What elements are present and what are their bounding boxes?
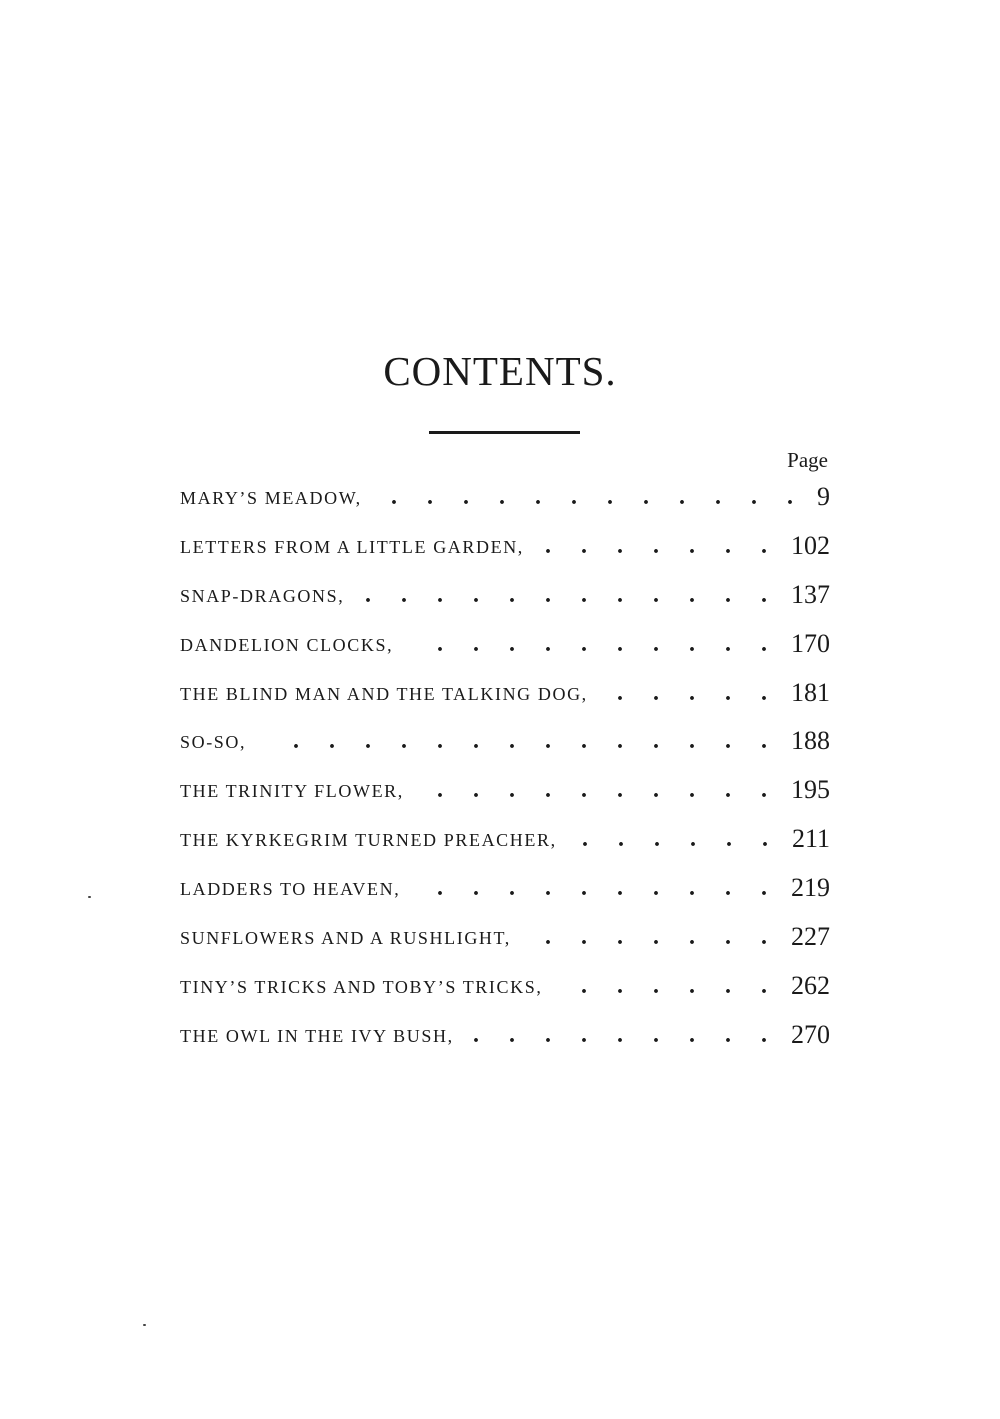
toc-entry: [180, 967, 830, 1016]
toc-entry-page: 227: [791, 922, 830, 952]
leader-dot: .: [617, 777, 623, 804]
toc-entry-title: SO-SO,: [180, 732, 247, 753]
leader-dot: .: [473, 777, 479, 804]
leader-dot: .: [761, 972, 767, 999]
leader-dot: .: [761, 728, 767, 755]
toc-entry-page: 9: [817, 482, 830, 511]
leader-dot: .: [689, 924, 695, 951]
contents-list: [180, 478, 830, 1065]
toc-entry-page: 137: [791, 579, 830, 609]
leader-dot: .: [689, 728, 695, 755]
leader-dot: .: [689, 875, 695, 902]
leader-dot: .: [653, 972, 659, 999]
leader-dot: .: [761, 924, 767, 951]
leader-dot: .: [581, 875, 587, 902]
leader-dot: .: [509, 581, 515, 608]
toc-entry-title: THE OWL IN THE IVY BUSH,: [180, 1025, 454, 1046]
leader-dot: .: [437, 875, 443, 902]
leader-dot: .: [653, 581, 659, 608]
toc-entry-page: 270: [791, 1019, 830, 1049]
toc-entry-title: THE BLIND MAN AND THE TALKING DOG,: [180, 683, 588, 704]
leader-dot: .: [437, 728, 443, 755]
leader-dot: .: [653, 777, 659, 804]
leader-dot: .: [545, 532, 551, 559]
toc-entry-title: THE TRINITY FLOWER,: [180, 781, 404, 802]
leader-dot: .: [653, 924, 659, 951]
leader-dot: .: [545, 728, 551, 755]
leader-dot: .: [545, 630, 551, 657]
toc-entry-title: MARY’S MEADOW,: [180, 488, 362, 508]
leader-dot: .: [617, 924, 623, 951]
page-title: CONTENTS.: [383, 348, 617, 394]
leader-dot: .: [607, 484, 613, 510]
leader-dot: .: [725, 972, 731, 999]
scan-speck: [88, 896, 91, 898]
leader-dot: .: [689, 679, 695, 706]
toc-entry: [180, 869, 830, 918]
leader-dot: .: [499, 484, 505, 510]
toc-entry: [180, 1016, 830, 1065]
leader-dot: .: [582, 826, 588, 853]
leader-dot: .: [787, 484, 793, 510]
leader-dot: .: [653, 630, 659, 657]
leader-dot: .: [581, 630, 587, 657]
leader-dot: .: [437, 581, 443, 608]
leader-dot: .: [725, 630, 731, 657]
leader-dot: .: [726, 826, 732, 853]
leader-dot: .: [618, 826, 624, 853]
leader-dot: .: [581, 728, 587, 755]
leader-dot: .: [581, 972, 587, 999]
leader-dot: .: [725, 728, 731, 755]
leader-dot: .: [581, 1021, 587, 1048]
leader-dot: .: [725, 581, 731, 608]
toc-entry-page: 211: [791, 824, 830, 854]
leader-dot: .: [715, 484, 721, 510]
toc-entry-page: 181: [791, 677, 830, 707]
leader-dot: .: [365, 728, 371, 755]
leader-dot: .: [761, 532, 767, 559]
toc-entry-page: 102: [791, 530, 830, 560]
leader-dot: .: [617, 581, 623, 608]
leader-dot: .: [689, 532, 695, 559]
leader-dot: .: [761, 581, 767, 608]
leader-dot: .: [689, 581, 695, 608]
leader-dot: .: [679, 484, 685, 510]
leader-dot: .: [653, 1021, 659, 1048]
leader-dot: .: [463, 484, 469, 510]
title-rule: [429, 431, 580, 434]
leader-dot: .: [617, 532, 623, 559]
toc-entry: [180, 527, 830, 576]
leader-dot: .: [581, 924, 587, 951]
toc-entry: [180, 820, 830, 869]
leader-dot: .: [643, 484, 649, 510]
leader-dot: .: [293, 728, 299, 755]
toc-entry-title: SNAP-DRAGONS,: [180, 585, 345, 606]
leader-dot: .: [689, 972, 695, 999]
leader-dot: .: [545, 875, 551, 902]
leader-dot: .: [545, 924, 551, 951]
leader-dot: .: [535, 484, 541, 510]
leader-dot: .: [751, 484, 757, 510]
toc-entry-page: 188: [791, 726, 830, 756]
toc-entry: [180, 674, 830, 723]
leader-dot: .: [653, 679, 659, 706]
leader-dot: .: [473, 630, 479, 657]
toc-entry: [180, 478, 830, 527]
toc-entry-title: LETTERS FROM A LITTLE GARDEN,: [180, 536, 524, 557]
leader-dot: .: [617, 679, 623, 706]
leader-dot: .: [761, 630, 767, 657]
leader-dot: .: [473, 581, 479, 608]
leader-dot: .: [473, 728, 479, 755]
leader-dot: .: [509, 630, 515, 657]
leader-dot: .: [653, 728, 659, 755]
toc-entry-title: LADDERS TO HEAVEN,: [180, 879, 401, 900]
toc-entry-title: DANDELION CLOCKS,: [180, 634, 394, 655]
leader-dot: .: [509, 1021, 515, 1048]
toc-entry-page: 262: [791, 970, 830, 1000]
leader-dot: .: [725, 924, 731, 951]
leader-dot: .: [725, 532, 731, 559]
leader-dot: .: [653, 532, 659, 559]
leader-dot: .: [509, 875, 515, 902]
leader-dot: .: [725, 875, 731, 902]
toc-entry-title: THE KYRKEGRIM TURNED PREACHER,: [180, 830, 557, 851]
leader-dot: .: [654, 826, 660, 853]
toc-entry: [180, 722, 830, 771]
leader-dot: .: [689, 777, 695, 804]
leader-dot: .: [571, 484, 577, 510]
leader-dot: .: [617, 728, 623, 755]
leader-dot: .: [581, 581, 587, 608]
toc-entry: [180, 918, 830, 967]
toc-entry-page: 195: [791, 775, 830, 805]
leader-dot: .: [725, 777, 731, 804]
leader-dot: .: [761, 875, 767, 902]
leader-dot: .: [617, 972, 623, 999]
toc-entry-title: SUNFLOWERS AND A RUSHLIGHT,: [180, 928, 511, 949]
leader-dot: .: [690, 826, 696, 853]
leader-dot: .: [365, 581, 371, 608]
leader-dot: .: [427, 484, 433, 510]
toc-entry-title: TINY’S TRICKS AND TOBY’S TRICKS,: [180, 976, 543, 997]
toc-entry: [180, 625, 830, 674]
leader-dot: .: [581, 777, 587, 804]
toc-entry: [180, 576, 830, 625]
leader-dot: .: [581, 532, 587, 559]
leader-dot: .: [545, 1021, 551, 1048]
leader-dot: .: [761, 777, 767, 804]
leader-dot: .: [329, 728, 335, 755]
toc-entry-page: 219: [791, 873, 830, 903]
leader-dot: .: [401, 581, 407, 608]
scan-speck: [143, 1324, 146, 1326]
leader-dot: .: [725, 1021, 731, 1048]
leader-dot: .: [725, 679, 731, 706]
leader-dot: .: [401, 728, 407, 755]
leader-dot: .: [545, 777, 551, 804]
leader-dot: .: [545, 581, 551, 608]
leader-dot: .: [437, 630, 443, 657]
leader-dot: .: [689, 630, 695, 657]
leader-dot: .: [761, 1021, 767, 1048]
leader-dot: .: [617, 875, 623, 902]
leader-dot: .: [653, 875, 659, 902]
leader-dot: .: [689, 1021, 695, 1048]
leader-dot: .: [762, 826, 768, 853]
page-column-label: Page: [787, 448, 828, 472]
leader-dot: .: [617, 630, 623, 657]
leader-dot: .: [617, 1021, 623, 1048]
leader-dot: .: [473, 875, 479, 902]
toc-entry-page: 170: [791, 628, 830, 658]
toc-entry: [180, 771, 830, 820]
leader-dot: .: [473, 1021, 479, 1048]
leader-dot: .: [761, 679, 767, 706]
leader-dot: .: [509, 728, 515, 755]
leader-dot: .: [437, 777, 443, 804]
leader-dot: .: [509, 777, 515, 804]
leader-dot: .: [391, 484, 397, 510]
